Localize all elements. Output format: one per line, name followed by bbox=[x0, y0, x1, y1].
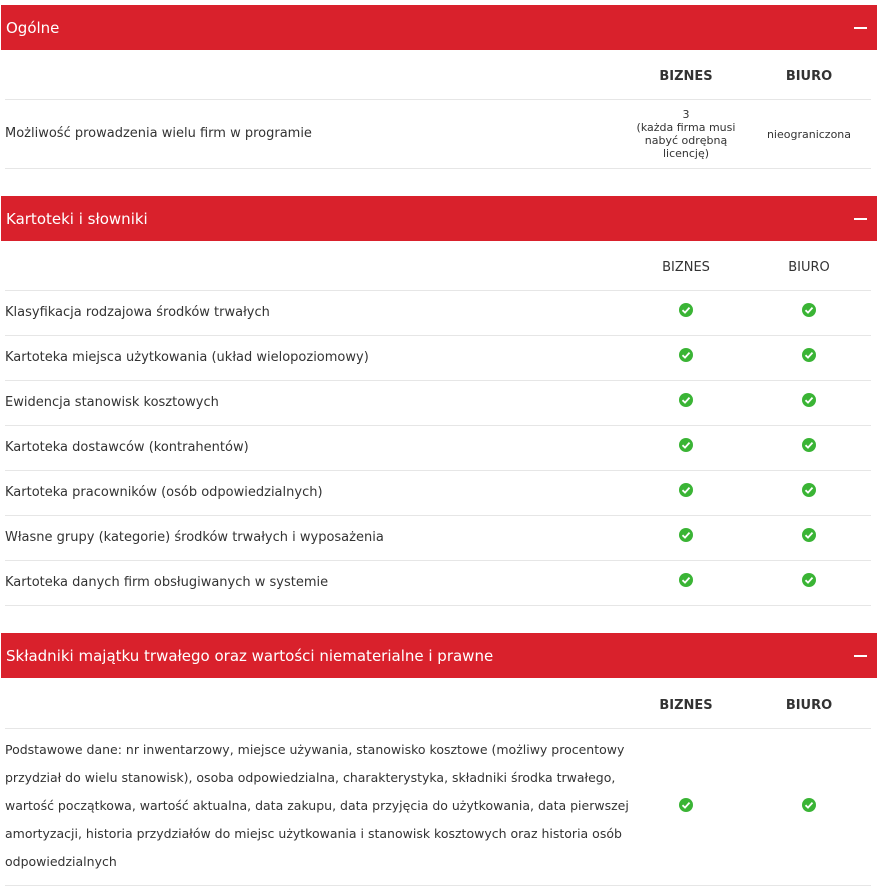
check-circle-icon bbox=[679, 573, 693, 587]
row-label-line: Podstawowe dane: nr inwentarzowy, miejsce używania, stanowisko kosztowe (możliwy procentowy bbox=[5, 742, 625, 757]
row-label-line: amortyzacji, historia przydziałów do miejsc użytkowania i stanowisk kosztowych oraz historia osób bbox=[5, 826, 622, 841]
table-row bbox=[5, 381, 871, 426]
table-row bbox=[5, 100, 871, 169]
check-circle-icon bbox=[679, 438, 693, 452]
check-circle-icon bbox=[802, 303, 816, 317]
row-label-line: przydział do wielu stanowisk), osoba odpowiedzialna, charakterystyka, składniki środka trwałego, bbox=[5, 770, 616, 785]
row-label: Kartoteka dostawców (kontrahentów) bbox=[5, 440, 249, 455]
table-row bbox=[5, 291, 871, 336]
check-circle-icon bbox=[802, 483, 816, 497]
minus-icon[interactable] bbox=[854, 655, 867, 657]
biuro-value: nieograniczona bbox=[766, 128, 852, 141]
row-label-line: wartość początkowa, wartość aktualna, data zakupu, data przyjęcia do użytkowania, data pierwszej bbox=[5, 798, 629, 813]
row-label: Kartoteka miejsca użytkowania (układ wielopoziomowy) bbox=[5, 350, 369, 365]
table-row bbox=[5, 336, 871, 381]
row-label: Kartoteka danych firm obsługiwanych w systemie bbox=[5, 575, 329, 590]
check-circle-icon bbox=[679, 303, 693, 317]
row-label-line: odpowiedzialnych bbox=[5, 854, 117, 869]
check-circle-icon bbox=[802, 528, 816, 542]
section-header-skladniki[interactable] bbox=[1, 633, 877, 678]
row-label: Kartoteka pracowników (osób odpowiedzialnych) bbox=[5, 485, 323, 500]
biznes-value-line: nabyć odrębną bbox=[644, 134, 728, 147]
minus-icon[interactable] bbox=[854, 27, 867, 29]
biznes-value-line: 3 bbox=[682, 108, 690, 121]
column-header-biuro: BIURO bbox=[788, 260, 830, 275]
biznes-value-line: licencję) bbox=[662, 147, 710, 160]
table-row bbox=[5, 471, 871, 516]
check-circle-icon bbox=[679, 483, 693, 497]
table-header-row bbox=[5, 241, 871, 291]
table-row bbox=[5, 729, 871, 886]
biznes-value-line: (każda firma musi bbox=[636, 121, 736, 134]
table-header-row bbox=[5, 678, 871, 729]
row-label bbox=[5, 736, 630, 876]
column-header-biuro: BIURO bbox=[785, 69, 833, 84]
section-title: Ogólne bbox=[6, 18, 60, 37]
section-header-ogolne[interactable] bbox=[1, 5, 877, 50]
row-label: Własne grupy (kategorie) środków trwałych i wyposażenia bbox=[5, 530, 384, 545]
table-header-row bbox=[5, 50, 871, 100]
check-circle-icon bbox=[802, 348, 816, 362]
column-header-biuro: BIURO bbox=[785, 698, 833, 713]
column-header-biznes: BIZNES bbox=[662, 260, 710, 275]
check-circle-icon bbox=[679, 348, 693, 362]
check-circle-icon bbox=[802, 438, 816, 452]
row-label: Ewidencja stanowisk kosztowych bbox=[5, 395, 219, 410]
check-circle-icon bbox=[679, 393, 693, 407]
check-circle-icon bbox=[802, 798, 816, 812]
section-header-kartoteki[interactable] bbox=[1, 196, 877, 241]
table-row bbox=[5, 426, 871, 471]
check-circle-icon bbox=[802, 393, 816, 407]
column-header-biznes: BIZNES bbox=[659, 69, 713, 84]
check-circle-icon bbox=[679, 528, 693, 542]
biznes-value bbox=[631, 108, 741, 160]
column-header-biznes: BIZNES bbox=[659, 698, 713, 713]
table-row bbox=[5, 516, 871, 561]
section-title: Kartoteki i słowniki bbox=[6, 209, 148, 228]
minus-icon[interactable] bbox=[854, 218, 867, 220]
section-title: Składniki majątku trwałego oraz wartości niematerialne i prawne bbox=[6, 646, 494, 665]
row-label: Klasyfikacja rodzajowa środków trwałych bbox=[5, 305, 270, 320]
check-circle-icon bbox=[679, 798, 693, 812]
table-row bbox=[5, 561, 871, 606]
check-circle-icon bbox=[802, 573, 816, 587]
row-label: Możliwość prowadzenia wielu firm w programie bbox=[5, 126, 312, 141]
